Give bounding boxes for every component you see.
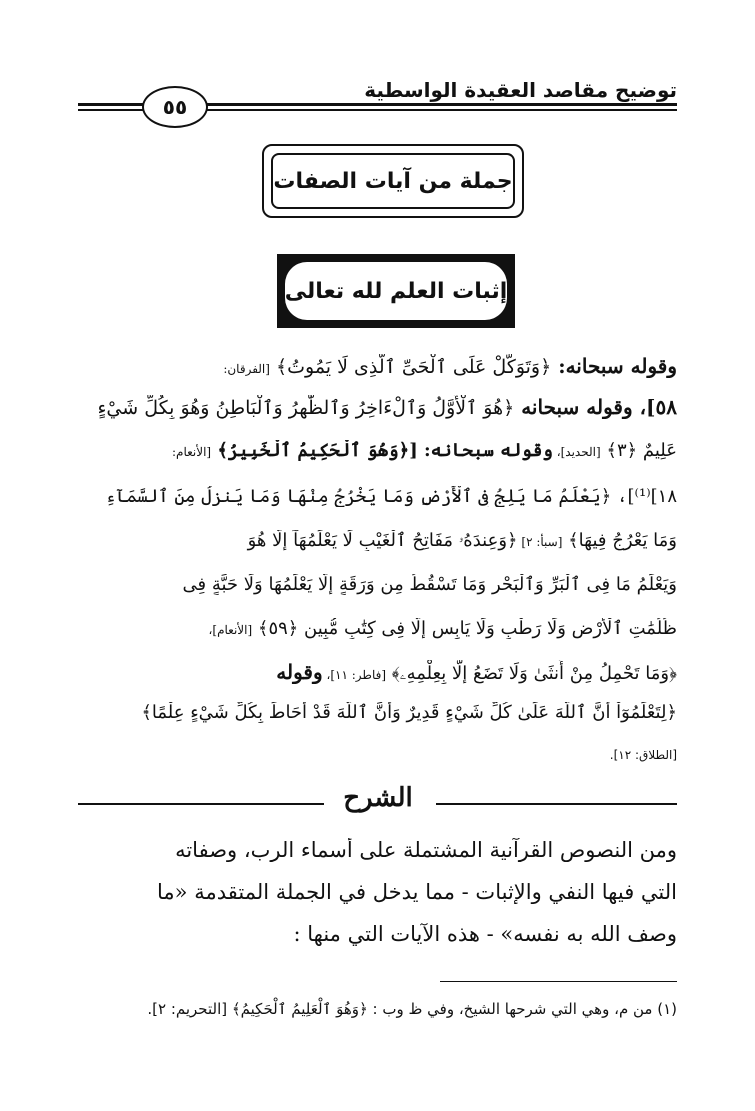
matn-line-9: ﴿لِتَعْلَمُوٓاْ أَنَّ ٱللَّهَ عَلَىٰ كُلِّ شَيْءٍ قَدِيرٌ وَأَنَّ ٱللَّهَ قَدْ أَحَاطَ بِكُلِّ شَيْءٍ عِلْمًا﴾ [141,702,677,723]
footnote-rule [440,981,677,982]
subsection-heading-box [277,254,515,328]
matn-line-10: [الطلاق: ١٢]. [609,748,677,762]
matn-line-2: ٥٨]، وقوله سبحانه ﴿هُوَ ٱلْأَوَّلُ وَٱلْءَاخِرُ وَٱلظَّٰهِرُ وَٱلْبَاطِنُ وَهُوَ بِكُلِّ شَيْءٍ [97,395,677,419]
matn-line-6: وَيَعْلَمُ مَا فِى ٱلْبَرِّ وَٱلْبَحْرِ وَمَا تَسْقُطُ مِن وَرَقَةٍ إِلَّا يَعْلَمُهَا وَلَا حَبَّةٍ فِى [182,574,677,595]
body-line-3: وصف الله به نفسه» - هذه الآيات التي منها : [293,922,677,946]
matn-line-8: ﴿وَمَا تَحْمِلُ مِنْ أُنثَىٰ وَلَا تَضَعُ إِلَّا بِعِلْمِهِۦ﴾ [فاطر: ١١]، وقوله [276,660,677,684]
matn-line-7: ظُلُمَٰتِ ٱلْأَرْضِ وَلَا رَطْبٍ وَلَا يَابِسٍ إِلَّا فِى كِتَٰبٍ مُّبِينٍ ﴿٥٩﴾ [الأنعام]، [208,618,677,639]
subsection-heading: إثبات العلم لله تعالى [285,262,507,320]
running-title: توضيح مقاصد العقيدة الواسطية [364,78,677,102]
matn-line-5: وَمَا يَعْرُجُ فِيهَا﴾ [سبأ: ٢] ﴿وَعِندَهُۥ مَفَاتِحُ ٱلْغَيْبِ لَا يَعْلَمُهَآ إِلَّا هُوَ [247,530,677,551]
body-line-2: التي فيها النفي والإثبات - مما يدخل في الجملة المتقدمة «ما [157,880,677,904]
matn-line-4: ١٨]⁽¹⁾]، ﴿يَعْلَمُ مَا يَلِجُ فِى ٱلْأَرْضِ وَمَا يَخْرُجُ مِنْهَا وَمَا يَنزِلُ مِنَ ٱلسَّمَآءِ [105,486,677,507]
matn-line-1: وقوله سبحانه: ﴿وَتَوَكَّلْ عَلَى ٱلْحَىِّ ٱلَّذِى لَا يَمُوتُ﴾ [الفرقان: [223,354,677,378]
footnote: (١) من م، وهي التي شرحها الشيخ، وفي ظ وب : ﴿وَهُوَ ٱلْعَلِيمُ ٱلْحَكِيمُ﴾ [التحريم: ٢]. [147,1000,677,1018]
sharh-rule-left [78,803,324,805]
section-heading-box [262,144,524,218]
section-heading: جملة من آيات الصفات [271,153,515,209]
sharh-heading: الشرح [343,783,413,813]
matn-line-3: عَلِيمٌ ﴿٣﴾ [الحديد]، وقوله سبحانه: [﴿وَهُوَ ٱلْحَكِيمُ ٱلْخَبِيرُ﴾ [الأنعام: [171,440,677,461]
body-line-1: ومن النصوص القرآنية المشتملة على أسماء الرب، وصفاته [175,838,677,862]
page-number: ٥٥ [142,86,208,128]
sharh-rule-right [436,803,677,805]
